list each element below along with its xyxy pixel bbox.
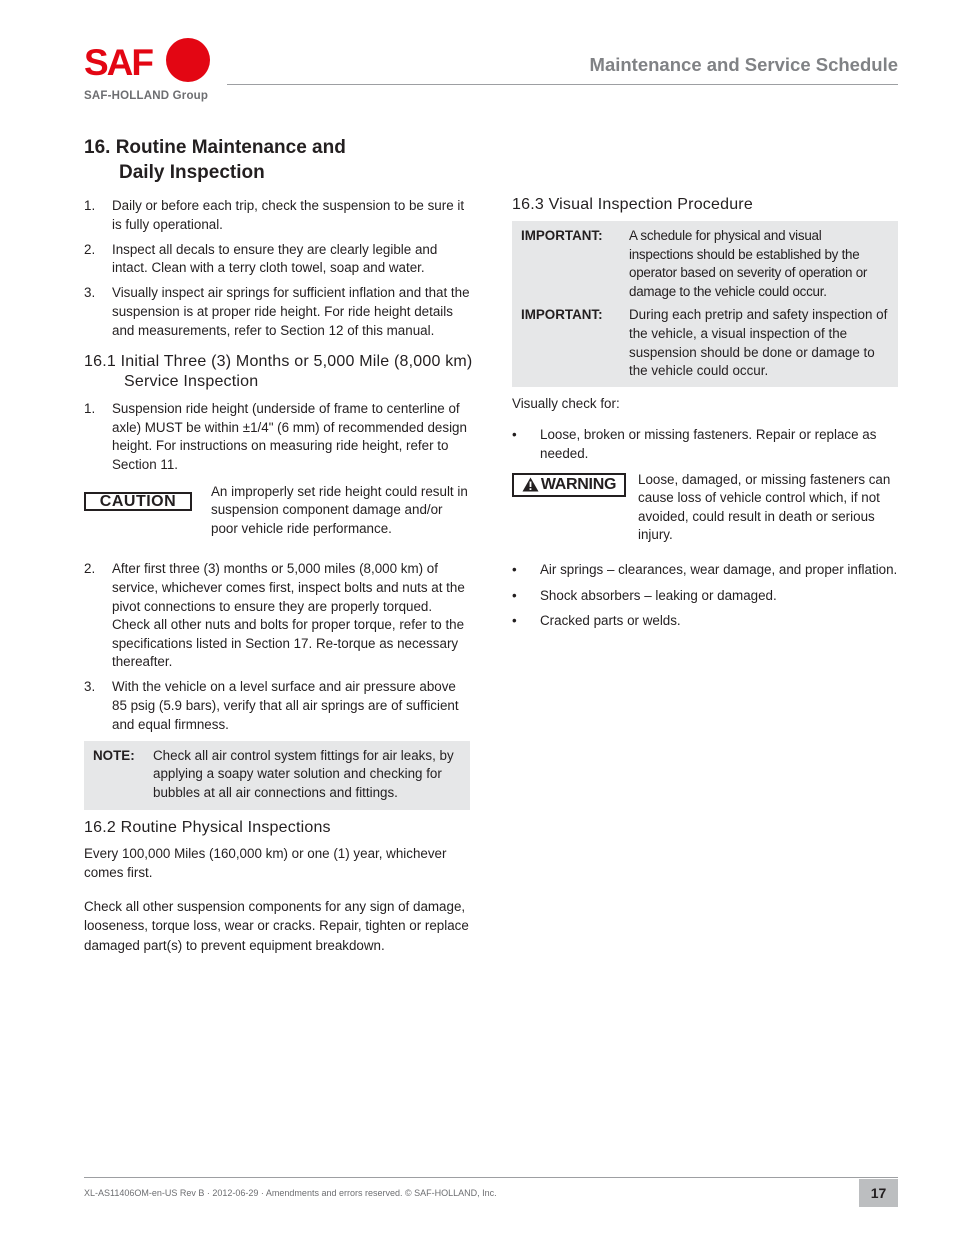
bullet-item <box>512 426 898 463</box>
list-item <box>84 678 470 734</box>
note-box <box>84 741 470 811</box>
saf-logo-circle <box>166 38 210 82</box>
initial-inspection-list-continued <box>84 560 470 734</box>
warning-text: Loose, damaged, or missing fasteners can cause loss of vehicle control which, if not avoided, could result in death or serious injury. <box>638 471 891 543</box>
right-column <box>512 195 898 638</box>
bullet-item <box>512 612 898 631</box>
list-item-text: With the vehicle on a level surface and air pressure above 85 psig (5.9 bars), verify that all air springs are of sufficient and equal firmness. <box>112 679 459 732</box>
important-note-1 <box>521 227 888 301</box>
saf-logo-letters: SAF <box>84 42 152 83</box>
section-heading <box>84 136 470 185</box>
section-number: 16. <box>84 137 111 158</box>
bullet-item <box>512 587 898 606</box>
bullet-mark: • <box>512 587 517 603</box>
visually-check-intro: Visually check for: <box>512 395 620 411</box>
important-text: During each pretrip and safety inspection of the vehicle, a visual inspection of the suspension should be done or damage to the vehicle could occur. <box>629 307 888 379</box>
subsection-16-3-title: 16.3 Visual Inspection Procedure <box>512 196 753 213</box>
routine-interval-text: Every 100,000 Miles (160,000 km) or one (1) year, whichever comes first. <box>84 846 447 881</box>
warning-label-text: WARNING <box>540 475 617 493</box>
initial-inspection-list <box>84 400 470 474</box>
footer-divider <box>84 1177 898 1178</box>
visual-check-list <box>512 426 898 463</box>
list-item-text: After first three (3) months or 5,000 miles (8,000 km) of service, whichever comes first, inspect bolts and nuts at the pivot connections to ensure they are properly torqued. Check all other nuts and bolts for proper torque, refer to the specifications listed in Section 17. Re-torque as necessary thereafter. <box>112 561 465 670</box>
caution-label: CAUTION <box>84 492 192 511</box>
list-item <box>84 241 470 278</box>
routine-check-text: Check all other suspension components for any sign of damage, looseness, torque loss, wear or cracks. Repair, tighten or replace damaged part(s) to prevent equipment breakdown. <box>84 898 469 953</box>
daily-inspection-list <box>84 197 470 340</box>
visual-check-list-continued <box>512 561 898 631</box>
warning-block <box>512 471 898 545</box>
note-text: Check all air control system fittings for air leaks, by applying a soapy water solution and checking for bubbles at all air connections and fittings. <box>153 747 454 800</box>
list-item-number: 3. <box>84 679 96 695</box>
list-item-text: Suspension ride height (underside of frame to centerline of axle) MUST be within ±1/4" (6 mm) of recommended design height. For instructions on measuring ride height, refer to Section 11. <box>112 401 467 472</box>
bullet-text: Air springs – clearances, wear damage, and proper inflation. <box>540 561 898 577</box>
note-label: NOTE: <box>93 747 135 763</box>
left-column <box>84 136 473 955</box>
important-box <box>512 221 898 387</box>
list-item-text: Daily or before each trip, check the suspension to be sure it is fully operational. <box>112 198 465 232</box>
important-label: IMPORTANT: <box>521 307 603 323</box>
bullet-text: Loose, broken or missing fasteners. Repair or replace as needed. <box>540 427 877 461</box>
subsection-16-1-title: 16.1 Initial Three (3) Months or 5,000 Mile (8,000 km) Service Inspection <box>84 353 473 391</box>
section-title-line1: Routine Maintenance and <box>115 137 346 158</box>
bullet-item <box>512 561 898 580</box>
bullet-mark: • <box>512 613 517 629</box>
important-note-2 <box>521 306 888 380</box>
important-text: A schedule for physical and visual inspections should be established by the operator based on severity of operation or damage to the vehicle could occur. <box>629 228 868 299</box>
list-item-number: 1. <box>84 401 96 417</box>
warning-label <box>512 473 626 497</box>
company-name: SAF-HOLLAND Group <box>84 90 209 102</box>
list-item-number: 3. <box>84 285 96 301</box>
bullet-text: Shock absorbers – leaking or damaged. <box>540 587 777 603</box>
caution-block <box>84 483 470 539</box>
list-item <box>84 560 470 672</box>
page-number: 17 <box>859 1179 898 1207</box>
page-header-title: Maintenance and Service Schedule <box>589 54 898 75</box>
list-item-text: Visually inspect air springs for sufficient inflation and that the suspension is at proper ride height. For ride height details and measurements, refer to Section 12 of this manual. <box>112 285 470 338</box>
list-item <box>84 284 470 340</box>
subsection-16-2-title: 16.2 Routine Physical Inspections <box>84 819 331 837</box>
bullet-text: Cracked parts or welds. <box>540 613 681 629</box>
list-item <box>84 197 470 234</box>
bullet-mark: • <box>512 561 517 577</box>
header-divider <box>227 84 898 85</box>
list-item-text: Inspect all decals to ensure they are clearly legible and intact. Clean with a terry cloth towel, soap and water. <box>112 241 438 276</box>
list-item <box>84 400 470 474</box>
section-title-line2: Daily Inspection <box>119 161 265 183</box>
footer-document-info: XL-AS11406OM-en-US Rev B · 2012-06-29 · Amendments and errors reserved. © SAF-HOLLAND, Inc. <box>84 1188 497 1198</box>
list-item-number: 2. <box>84 561 96 577</box>
list-item-number: 2. <box>84 241 96 257</box>
bullet-mark: • <box>512 427 517 443</box>
list-item-number: 1. <box>84 198 96 213</box>
important-label: IMPORTANT: <box>521 228 603 243</box>
warning-triangle-icon <box>522 477 539 492</box>
caution-text: An improperly set ride height could result in suspension component damage and/or poor vehicle ride performance. <box>211 483 468 536</box>
